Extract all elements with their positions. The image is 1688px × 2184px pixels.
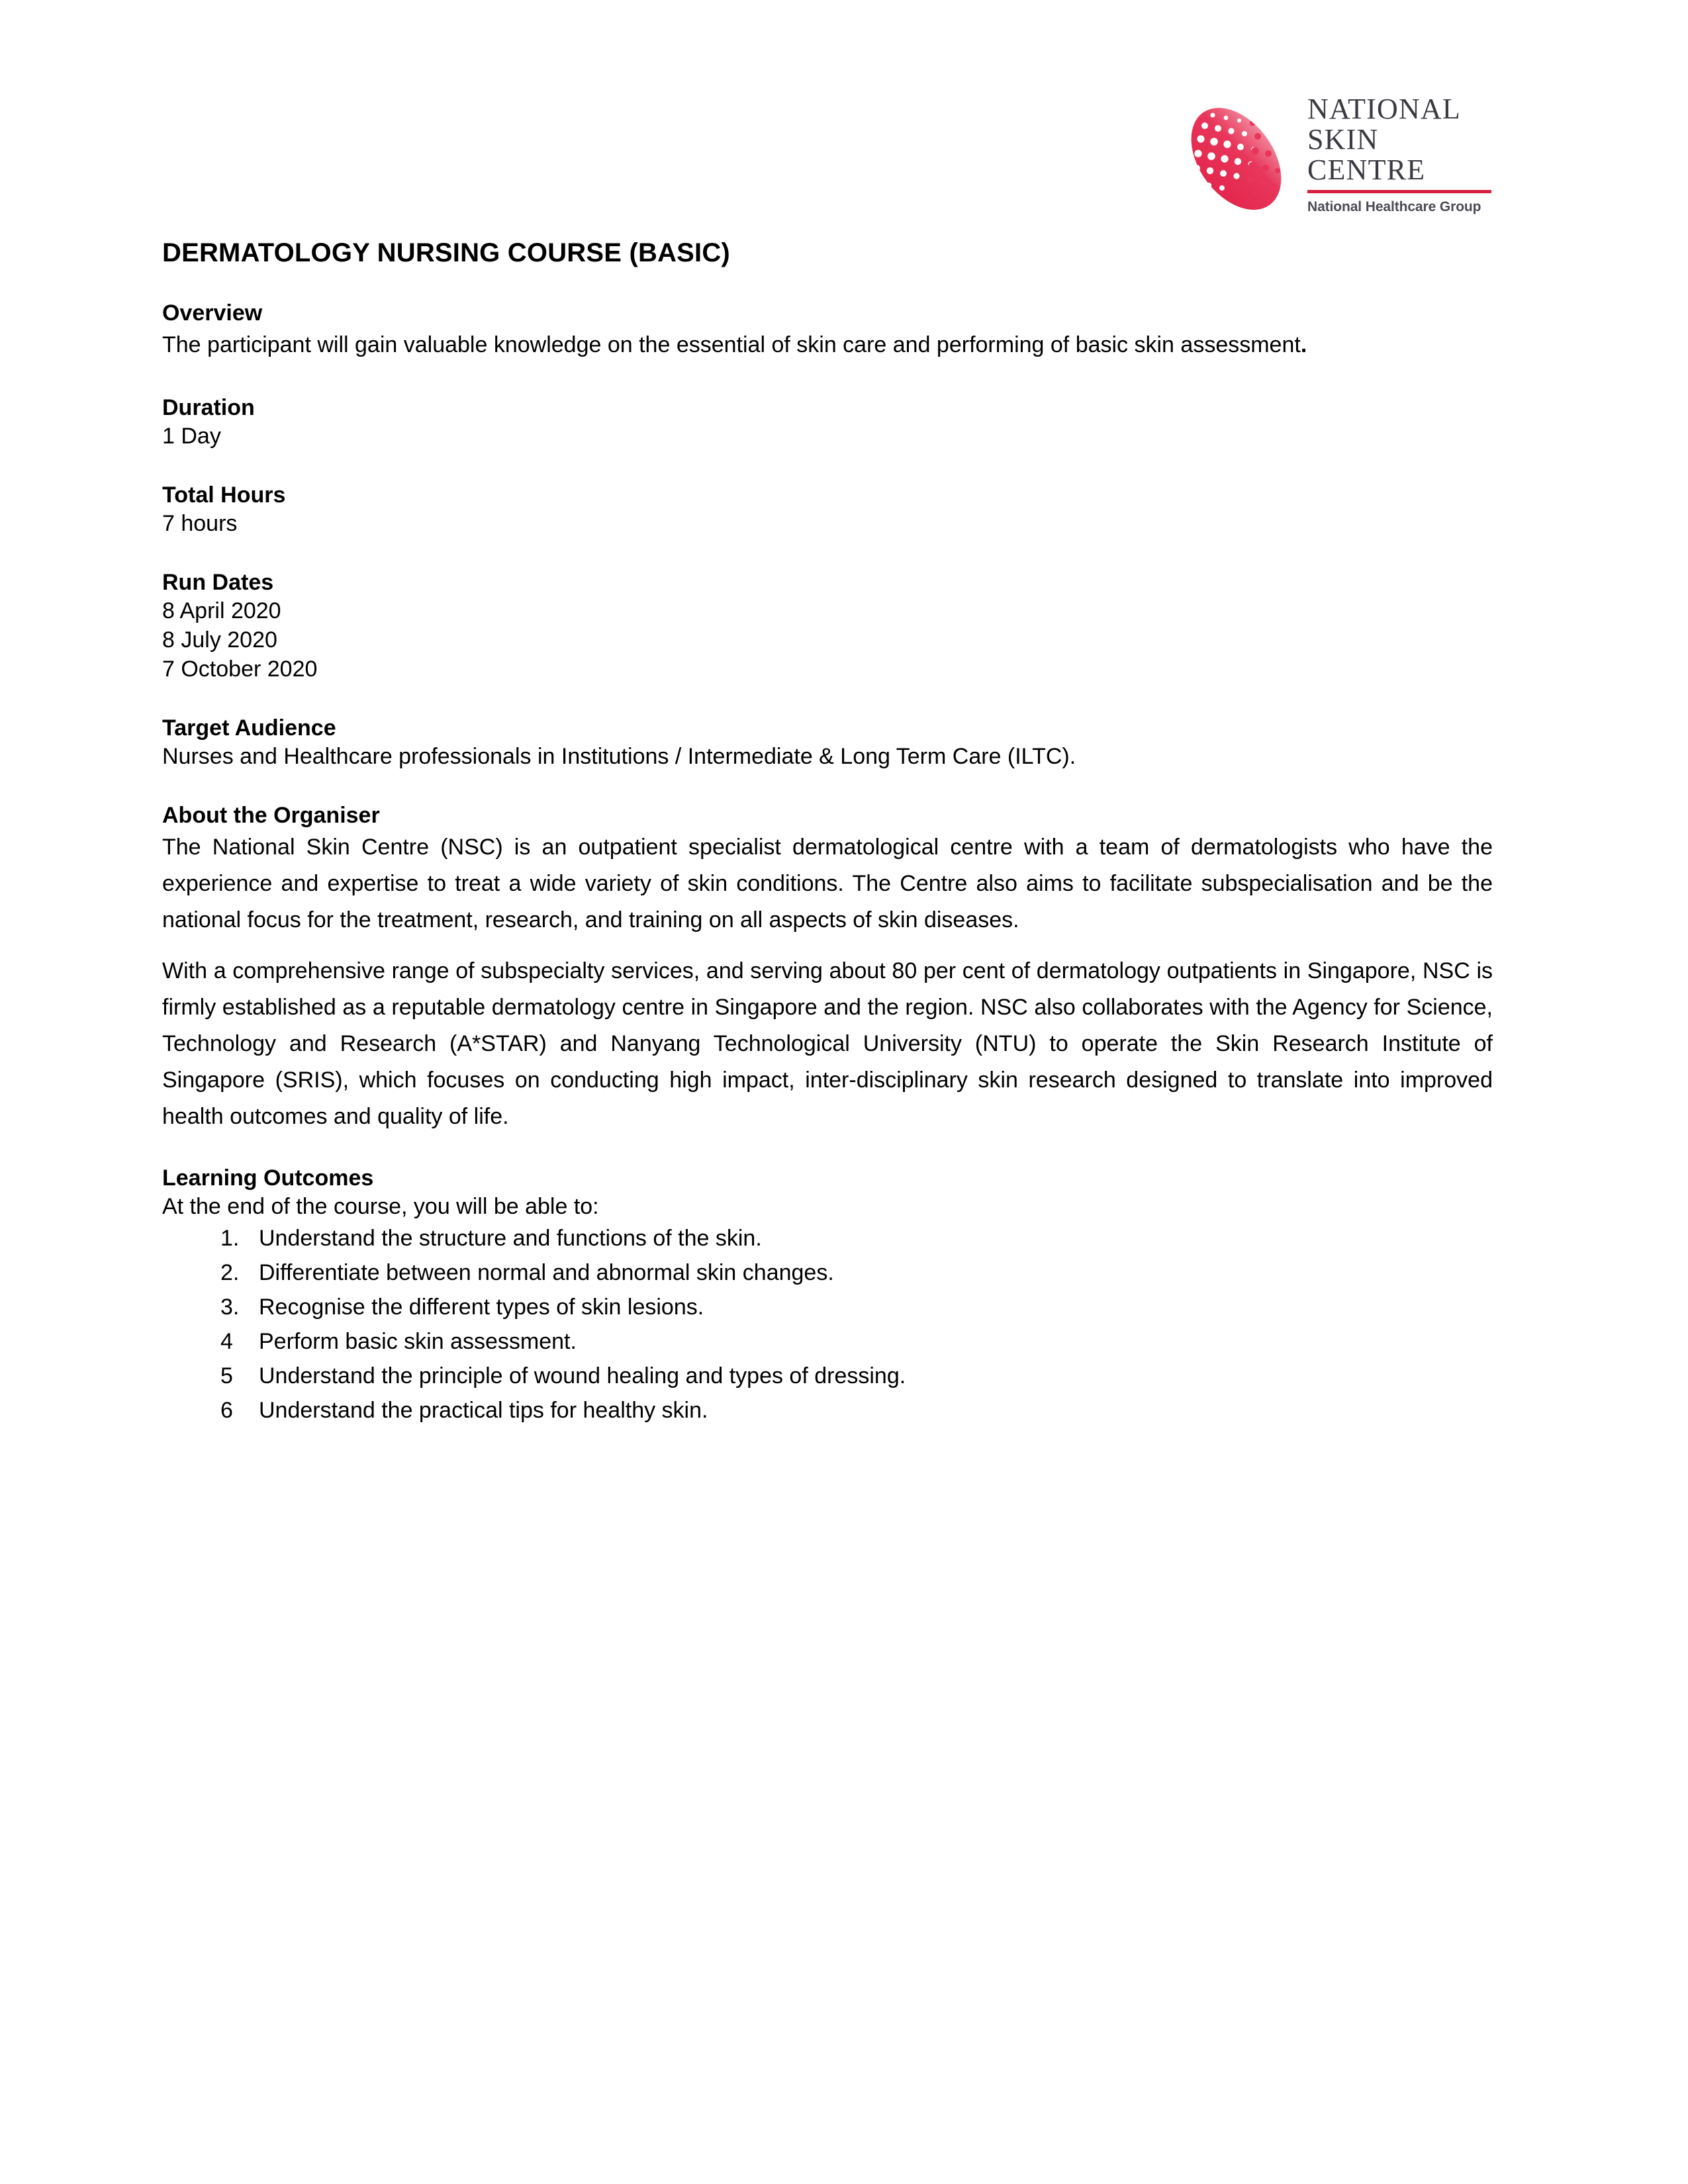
run-date-item: 7 October 2020 — [162, 657, 318, 682]
overview-body — [162, 327, 1493, 363]
overview-body-period: . — [1300, 332, 1307, 357]
section-about-organiser — [162, 801, 1493, 1135]
list-item — [162, 1255, 1493, 1290]
list-item — [162, 1290, 1493, 1324]
logo-wordmark — [1307, 94, 1499, 215]
about-organiser-paragraph: With a comprehensive range of subspecialty services, and serving about 80 per cent of dermatology outpatients in Singapore, NSC is firmly established as a reputable dermatology centre in Singapore and the region. NSC also collaborates with the Agency for Science, Technology and Research (A*STAR) and Nanyang Technological University (NTU) to operate the Skin Research Institute of Singapore (SRIS), which focuses on conducting high impact, inter-disciplinary skin research designed to translate into improved health outcomes and quality of life. — [162, 958, 1493, 1129]
run-date-item: 8 July 2020 — [162, 627, 277, 653]
about-organiser-paragraph: The National Skin Centre (NSC) is an outpatient specialist dermatological centre with a team of dermatologists who have the experience and expertise to treat a wide variety of skin conditions. The Centre also aims to facilitate subspecialisation and be the national focus for the treatment, research, and training on all aspects of skin diseases. — [162, 835, 1493, 933]
section-target-audience — [162, 714, 1493, 771]
national-skin-centre-dot-ellipse-icon — [1178, 99, 1294, 218]
list-item-text: Understand the structure and functions of the skin. — [259, 1226, 762, 1251]
section-learning-outcomes — [162, 1164, 1493, 1428]
list-item-marker: 5 — [220, 1363, 233, 1388]
logo-wordmark-line-1: NATIONAL — [1307, 93, 1462, 125]
run-dates-heading: Run Dates — [162, 570, 274, 595]
duration-heading: Duration — [162, 395, 255, 420]
section-total-hours — [162, 481, 1493, 538]
page-title: DERMATOLOGY NURSING COURSE (BASIC) — [162, 238, 730, 267]
list-item — [162, 1359, 1493, 1393]
section-duration — [162, 394, 1493, 451]
list-item-text: Understand the principle of wound healing and types of dressing. — [259, 1363, 906, 1388]
duration-value: 1 Day — [162, 424, 221, 449]
list-item-marker: 1. — [220, 1226, 240, 1251]
list-item-text: Understand the practical tips for healthy skin. — [259, 1398, 708, 1423]
overview-body-text: The participant will gain valuable knowledge on the essential of skin care and performing of basic skin assessment — [162, 332, 1301, 357]
logo-wordmark-line-2: SKIN — [1307, 123, 1379, 156]
total-hours-value: 7 hours — [162, 511, 238, 536]
organisation-logo — [1178, 94, 1496, 226]
logo-divider-rule — [1307, 190, 1491, 193]
list-item — [162, 1324, 1493, 1359]
list-item — [162, 1393, 1493, 1428]
learning-outcomes-heading: Learning Outcomes — [162, 1165, 374, 1191]
section-overview — [162, 299, 1493, 363]
run-date-item: 8 April 2020 — [162, 598, 281, 623]
list-item-marker: 2. — [220, 1260, 240, 1285]
logo-tagline: National Healthcare Group — [1307, 199, 1481, 214]
list-item-marker: 3. — [220, 1295, 240, 1320]
learning-outcomes-lead: At the end of the course, you will be able to: — [162, 1194, 599, 1219]
target-audience-value: Nurses and Healthcare professionals in Institutions / Intermediate & Long Term Care (ILTC). — [162, 744, 1076, 769]
document-body — [162, 237, 1493, 1428]
section-run-dates — [162, 569, 1493, 684]
total-hours-heading: Total Hours — [162, 482, 286, 508]
list-item-text: Recognise the different types of skin lesions. — [259, 1295, 704, 1320]
learning-outcomes-list — [162, 1221, 1493, 1428]
about-organiser-heading: About the Organiser — [162, 803, 380, 828]
list-item-text: Perform basic skin assessment. — [259, 1329, 577, 1354]
list-item-text: Differentiate between normal and abnormal skin changes. — [259, 1260, 834, 1285]
list-item-marker: 4 — [220, 1329, 233, 1354]
list-item — [162, 1221, 1493, 1255]
target-audience-heading: Target Audience — [162, 715, 336, 741]
list-item-marker: 6 — [220, 1398, 233, 1423]
overview-heading: Overview — [162, 300, 263, 326]
logo-wordmark-line-3: CENTRE — [1307, 154, 1426, 186]
